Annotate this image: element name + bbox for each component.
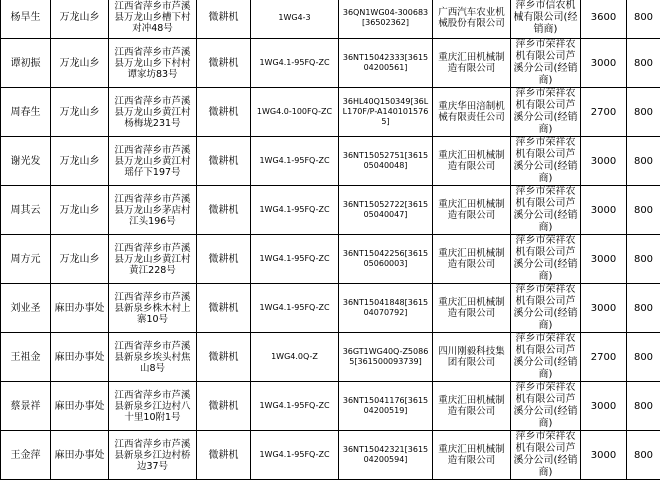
buyer-name-cell [1, 88, 51, 137]
serial-code-cell-text: 36NT15041848[361504070792] [341, 298, 430, 318]
serial-code-cell-text: 36NT15041176[361504200519] [341, 396, 430, 416]
table-row [1, 431, 660, 480]
serial-code-cell-text: 36QN1WG04-300683[36502362] [341, 8, 430, 28]
subsidy-cell [627, 137, 660, 186]
buyer-name-cell-text: 周其云 [3, 205, 48, 216]
address-cell [109, 235, 197, 284]
price-cell-text: 2700 [583, 352, 624, 363]
town-cell [51, 431, 109, 480]
town-cell-text: 万龙山乡 [53, 58, 106, 69]
manufacturer-cell-text: 重庆汇田机械制造有限公司 [435, 395, 508, 417]
price-cell-text: 2700 [583, 107, 624, 118]
price-cell-text: 3000 [583, 450, 624, 461]
dealer-cell-text: 萍乡市荣祥农机有限公司芦溪分公司(经销商) [513, 284, 578, 332]
table-row [1, 284, 660, 333]
address-cell-text: 江西省萍乡市芦溪县万龙山乡茅店村江头196号 [111, 194, 194, 227]
table-row [1, 88, 660, 137]
machine-type-cell-text: 微耕机 [199, 254, 248, 265]
price-cell [581, 284, 627, 333]
dealer-cell-text: 萍乡市荣祥农机有限公司芦溪分公司(经销商) [513, 39, 578, 87]
model-cell [251, 235, 339, 284]
buyer-name-cell [1, 137, 51, 186]
machine-type-cell-text: 微耕机 [199, 58, 248, 69]
table-row [1, 137, 660, 186]
machine-type-cell [197, 431, 251, 480]
dealer-cell [511, 88, 581, 137]
subsidy-cell [627, 0, 660, 39]
machine-type-cell-text: 微耕机 [199, 401, 248, 412]
address-cell [109, 88, 197, 137]
subsidy-cell-text: 800 [629, 205, 658, 216]
machine-type-cell [197, 235, 251, 284]
machine-type-cell-text: 微耕机 [199, 12, 248, 23]
manufacturer-cell [433, 186, 511, 235]
manufacturer-cell [433, 382, 511, 431]
subsidy-cell-text: 800 [629, 58, 658, 69]
machine-type-cell [197, 88, 251, 137]
model-cell-text: 1WG4.0Q-Z [253, 352, 336, 362]
buyer-name-cell [1, 333, 51, 382]
dealer-cell [511, 284, 581, 333]
address-cell-text: 江西省萍乡市芦溪县万龙山乡槽下村对冲48号 [111, 1, 194, 34]
buyer-name-cell-text: 周春生 [3, 107, 48, 118]
address-cell-text: 江西省萍乡市芦溪县万龙山乡黄江村瑶仔下197号 [111, 145, 194, 178]
price-cell [581, 382, 627, 431]
machine-type-cell [197, 39, 251, 88]
model-cell-text: 1WG4.1-95FQ-ZC [253, 450, 336, 460]
subsidy-cell-text: 800 [629, 401, 658, 412]
manufacturer-cell-text: 重庆汇田机械制造有限公司 [435, 444, 508, 466]
model-cell-text: 1WG4-3 [253, 13, 336, 23]
address-cell [109, 39, 197, 88]
address-cell-text: 江西省萍乡市芦溪县新泉乡江边村桥边37号 [111, 439, 194, 472]
machine-type-cell-text: 微耕机 [199, 205, 248, 216]
dealer-cell [511, 431, 581, 480]
subsidy-cell-text: 800 [629, 303, 658, 314]
manufacturer-cell-text: 重庆汇田机械制造有限公司 [435, 150, 508, 172]
buyer-name-cell [1, 284, 51, 333]
town-cell [51, 88, 109, 137]
town-cell-text: 麻田办事处 [53, 352, 106, 363]
subsidy-cell-text: 800 [629, 450, 658, 461]
model-cell-text: 1WG4.1-95FQ-ZC [253, 156, 336, 166]
town-cell [51, 186, 109, 235]
table-row [1, 382, 660, 431]
subsidy-cell [627, 235, 660, 284]
machine-type-cell [197, 0, 251, 39]
town-cell [51, 333, 109, 382]
model-cell-text: 1WG4.1-95FQ-ZC [253, 254, 336, 264]
price-cell [581, 137, 627, 186]
town-cell-text: 麻田办事处 [53, 303, 106, 314]
machine-type-cell-text: 微耕机 [199, 156, 248, 167]
town-cell-text: 万龙山乡 [53, 107, 106, 118]
subsidy-cell-text: 800 [629, 12, 658, 23]
buyer-name-cell-text: 刘业圣 [3, 303, 48, 314]
manufacturer-cell [433, 235, 511, 284]
price-cell [581, 333, 627, 382]
price-cell-text: 3000 [583, 156, 624, 167]
serial-code-cell [339, 382, 433, 431]
model-cell [251, 284, 339, 333]
subsidy-cell [627, 382, 660, 431]
serial-code-cell [339, 186, 433, 235]
table-body [1, 0, 660, 480]
buyer-name-cell [1, 235, 51, 284]
manufacturer-cell [433, 431, 511, 480]
price-cell-text: 3000 [583, 254, 624, 265]
town-cell-text: 万龙山乡 [53, 205, 106, 216]
dealer-cell [511, 39, 581, 88]
address-cell-text: 江西省萍乡市芦溪县新泉乡株木村上寨10号 [111, 292, 194, 325]
dealer-cell [511, 333, 581, 382]
price-cell [581, 431, 627, 480]
model-cell [251, 186, 339, 235]
model-cell-text: 1WG4.1-95FQ-ZC [253, 401, 336, 411]
subsidy-cell-text: 800 [629, 254, 658, 265]
dealer-cell-text: 萍乡市荣祥农机有限公司芦溪分公司(经销商) [513, 431, 578, 479]
manufacturer-cell-text: 四川刚毅科技集团有限公司 [435, 346, 508, 368]
manufacturer-cell [433, 0, 511, 39]
table-row [1, 186, 660, 235]
price-cell-text: 3000 [583, 303, 624, 314]
town-cell [51, 0, 109, 39]
model-cell [251, 382, 339, 431]
subsidy-cell-text: 800 [629, 107, 658, 118]
address-cell [109, 431, 197, 480]
subsidy-cell-text: 800 [629, 352, 658, 363]
machine-type-cell-text: 微耕机 [199, 107, 248, 118]
machine-type-cell-text: 微耕机 [199, 352, 248, 363]
model-cell [251, 333, 339, 382]
manufacturer-cell [433, 39, 511, 88]
model-cell-text: 1WG4.1-95FQ-ZC [253, 303, 336, 313]
price-cell-text: 3000 [583, 401, 624, 412]
price-cell [581, 235, 627, 284]
manufacturer-cell [433, 333, 511, 382]
dealer-cell-text: 萍乡市荣祥农机有限公司芦溪分公司(经销商) [513, 382, 578, 430]
dealer-cell [511, 235, 581, 284]
manufacturer-cell [433, 137, 511, 186]
machine-type-cell-text: 微耕机 [199, 303, 248, 314]
dealer-cell-text: 萍乡市荣祥农机有限公司芦溪分公司(经销商) [513, 137, 578, 185]
town-cell-text: 万龙山乡 [53, 12, 106, 23]
dealer-cell [511, 137, 581, 186]
price-cell-text: 3600 [583, 12, 624, 23]
town-cell-text: 万龙山乡 [53, 156, 106, 167]
price-cell [581, 88, 627, 137]
address-cell-text: 江西省萍乡市芦溪县新泉乡江边村八十里10附1号 [111, 390, 194, 423]
serial-code-cell [339, 284, 433, 333]
serial-code-cell [339, 333, 433, 382]
manufacturer-cell [433, 284, 511, 333]
town-cell [51, 39, 109, 88]
price-cell [581, 39, 627, 88]
table-row [1, 333, 660, 382]
dealer-cell [511, 186, 581, 235]
table-row [1, 0, 660, 39]
model-cell-text: 1WG4.1-95FQ-ZC [253, 205, 336, 215]
serial-code-cell-text: 36NT15042321[361504200594] [341, 445, 430, 465]
manufacturer-cell-text: 重庆汇田机械制造有限公司 [435, 248, 508, 270]
buyer-name-cell-text: 谭初振 [3, 58, 48, 69]
dealer-cell-text: 萍乡市荣祥农机有限公司芦溪分公司(经销商) [513, 186, 578, 234]
price-cell [581, 0, 627, 39]
manufacturer-cell-text: 重庆汇田机械制造有限公司 [435, 199, 508, 221]
machine-type-cell [197, 137, 251, 186]
model-cell [251, 431, 339, 480]
model-cell [251, 88, 339, 137]
dealer-cell-text: 萍乡市荣祥农机有限公司芦溪分公司(经销商) [513, 333, 578, 381]
address-cell [109, 284, 197, 333]
address-cell [109, 0, 197, 39]
town-cell [51, 235, 109, 284]
buyer-name-cell-text: 谢光发 [3, 156, 48, 167]
table-row [1, 39, 660, 88]
serial-code-cell-text: 36NT15052751[361505040048] [341, 151, 430, 171]
buyer-name-cell-text: 周方元 [3, 254, 48, 265]
serial-code-cell [339, 88, 433, 137]
buyer-name-cell-text: 杨旱生 [3, 12, 48, 23]
town-cell [51, 382, 109, 431]
town-cell-text: 麻田办事处 [53, 450, 106, 461]
manufacturer-cell-text: 广西汽车农业机械股份有限公司 [435, 7, 508, 29]
price-cell-text: 3000 [583, 205, 624, 216]
town-cell [51, 284, 109, 333]
dealer-cell-text: 萍乡市荣祥农机有限公司芦溪分公司(经销商) [513, 88, 578, 136]
dealer-cell [511, 0, 581, 39]
subsidy-cell [627, 39, 660, 88]
address-cell [109, 137, 197, 186]
machine-type-cell [197, 333, 251, 382]
subsidy-cell [627, 186, 660, 235]
serial-code-cell-text: 36GT1WG40Q-Z50865[361500093739] [341, 347, 430, 367]
town-cell-text: 万龙山乡 [53, 254, 106, 265]
buyer-name-cell-text: 王祖金 [3, 352, 48, 363]
buyer-name-cell [1, 382, 51, 431]
machine-type-cell [197, 186, 251, 235]
subsidy-cell [627, 431, 660, 480]
serial-code-cell [339, 137, 433, 186]
serial-code-cell [339, 39, 433, 88]
address-cell-text: 江西省萍乡市芦溪县万龙山乡黄江村黄江228号 [111, 243, 194, 276]
dealer-cell-text: 萍乡市信农机械有限公司(经销商) [513, 0, 578, 36]
buyer-name-cell [1, 431, 51, 480]
manufacturer-cell-text: 重庆汇田机械制造有限公司 [435, 52, 508, 74]
manufacturer-cell [433, 88, 511, 137]
serial-code-cell-text: 36NT15052722[361505040047] [341, 200, 430, 220]
price-cell [581, 186, 627, 235]
price-cell-text: 3000 [583, 58, 624, 69]
buyer-name-cell-text: 蔡景祥 [3, 401, 48, 412]
model-cell [251, 39, 339, 88]
machine-type-cell-text: 微耕机 [199, 450, 248, 461]
model-cell [251, 0, 339, 39]
model-cell-text: 1WG4.1-95FQ-ZC [253, 58, 336, 68]
buyer-name-cell [1, 0, 51, 39]
buyer-name-cell-text: 王金萍 [3, 450, 48, 461]
address-cell-text: 江西省萍乡市芦溪县万龙山乡下村村谭家坊83号 [111, 47, 194, 80]
serial-code-cell-text: 36NT15042333[361504200561] [341, 53, 430, 73]
serial-code-cell [339, 235, 433, 284]
address-cell-text: 江西省萍乡市芦溪县新泉乡埃头村焦山8号 [111, 341, 194, 374]
subsidy-cell [627, 88, 660, 137]
manufacturer-cell-text: 重庆华田涪制机械有限责任公司 [435, 101, 508, 123]
subsidy-cell-text: 800 [629, 156, 658, 167]
serial-code-cell [339, 431, 433, 480]
machine-type-cell [197, 382, 251, 431]
model-cell [251, 137, 339, 186]
address-cell [109, 382, 197, 431]
serial-code-cell [339, 0, 433, 39]
buyer-name-cell [1, 186, 51, 235]
machine-type-cell [197, 284, 251, 333]
address-cell [109, 333, 197, 382]
subsidy-cell [627, 284, 660, 333]
address-cell-text: 江西省萍乡市芦溪县万龙山乡黄江村杨梅垅231号 [111, 96, 194, 129]
model-cell-text: 1WG4.0-100FQ-ZC [253, 107, 336, 117]
subsidy-cell [627, 333, 660, 382]
buyer-name-cell [1, 39, 51, 88]
manufacturer-cell-text: 重庆汇田机械制造有限公司 [435, 297, 508, 319]
table-row [1, 235, 660, 284]
dealer-cell-text: 萍乡市荣祥农机有限公司芦溪分公司(经销商) [513, 235, 578, 283]
dealer-cell [511, 382, 581, 431]
serial-code-cell-text: 36HL40Q150349[36LL170F/P-A1401015765] [341, 97, 430, 127]
serial-code-cell-text: 36NT15042256[361505060003] [341, 249, 430, 269]
town-cell-text: 麻田办事处 [53, 401, 106, 412]
address-cell [109, 186, 197, 235]
town-cell [51, 137, 109, 186]
